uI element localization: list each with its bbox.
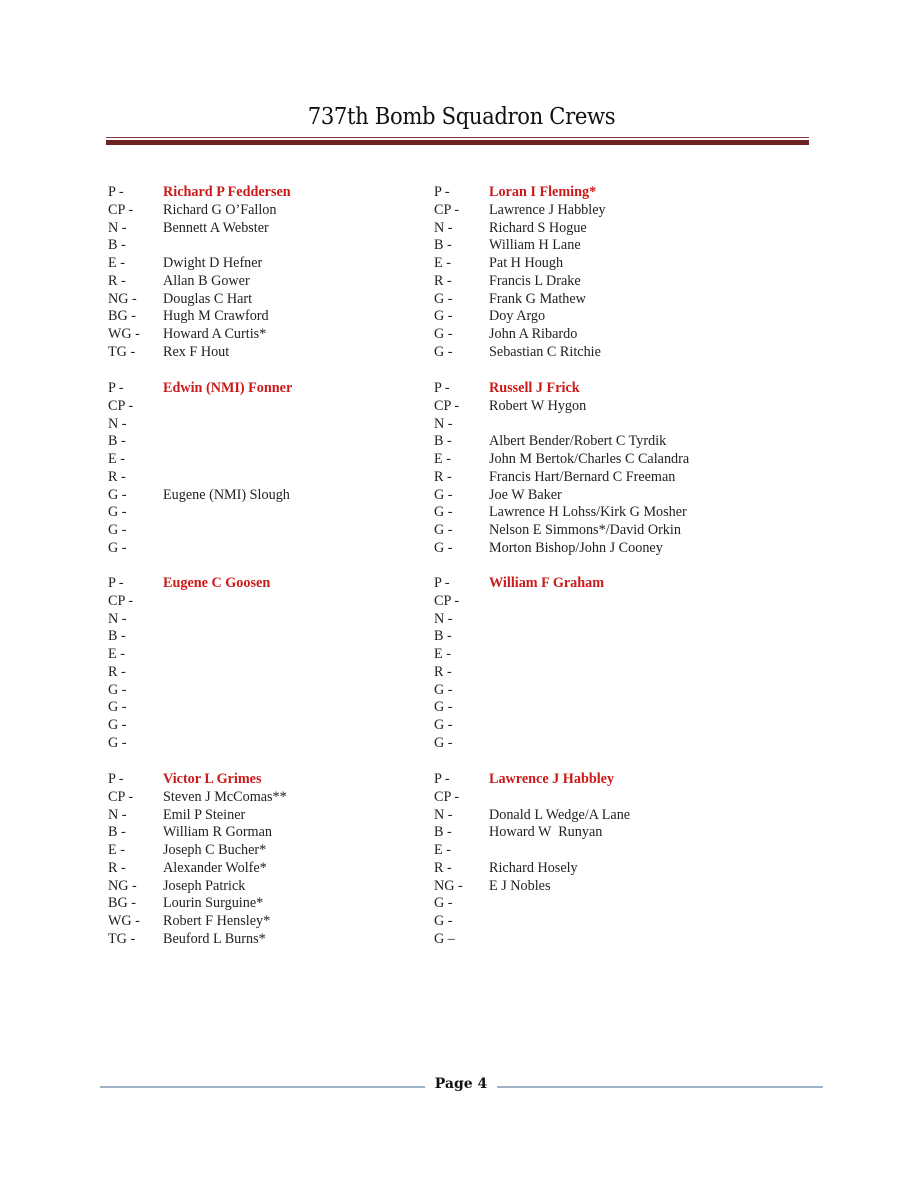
crew-member-row	[434, 593, 744, 611]
crew-member-row	[434, 255, 744, 273]
crew-block	[108, 575, 418, 753]
crew-block	[108, 380, 418, 558]
crew-member-row	[108, 202, 418, 220]
crew-member-row	[108, 540, 418, 558]
crew-member-row	[434, 291, 744, 309]
crew-position: N -	[108, 415, 127, 432]
crew-position: CP -	[108, 397, 134, 414]
page-number: Page 4	[434, 1076, 488, 1092]
pilot-row	[108, 771, 418, 789]
crew-member-row	[108, 895, 418, 913]
crew-member-row	[434, 202, 744, 220]
crew-block	[434, 575, 744, 753]
pilot-row	[108, 575, 418, 593]
crew-member-row	[434, 646, 744, 664]
pilot-row	[434, 575, 744, 593]
pilot-row	[434, 184, 744, 202]
crew-member-name: Doy Argo	[489, 308, 546, 325]
crew-position: N -	[434, 806, 453, 823]
crew-member-name: Lawrence H Lohss/Kirk G Mosher	[489, 504, 687, 521]
crew-member-row	[108, 487, 418, 505]
crew-member-row	[108, 913, 418, 931]
crew-position: G -	[434, 734, 453, 751]
crew-member-row	[108, 504, 418, 522]
crew-member-name: Pat H Hough	[489, 255, 564, 271]
crew-member-row	[108, 308, 418, 326]
crew-member-row	[434, 664, 744, 682]
crew-member-row	[434, 344, 744, 362]
crew-member-row	[434, 433, 744, 451]
crew-member-row	[434, 273, 744, 291]
crew-member-name: William H Lane	[489, 237, 581, 254]
pilot-name: Richard P Feddersen	[163, 184, 291, 200]
crew-member-row	[108, 237, 418, 255]
crew-position: P -	[108, 575, 124, 591]
crew-position: N -	[434, 219, 453, 236]
crew-position: BG -	[108, 308, 136, 325]
crew-position: E -	[108, 646, 125, 662]
title-divider-thick-line	[106, 140, 809, 145]
crew-member-name: Francis L Drake	[489, 272, 581, 289]
crew-member-row	[434, 717, 744, 735]
pilot-row	[434, 771, 744, 789]
pilot-name: Victor L Grimes	[163, 771, 262, 787]
crew-member-name: Lourin Surguine*	[163, 895, 264, 912]
crew-member-row	[108, 931, 418, 949]
crew-member-row	[108, 433, 418, 451]
crew-member-row	[108, 807, 418, 825]
crew-position: G -	[434, 913, 453, 929]
crew-position: G -	[434, 539, 453, 556]
crew-member-row	[434, 522, 744, 540]
crew-member-row	[108, 416, 418, 434]
crew-member-name: Rex F Hout	[163, 343, 230, 360]
crew-member-name: Sebastian C Ritchie	[489, 343, 601, 360]
crew-position: B -	[108, 628, 126, 645]
crew-member-row	[434, 308, 744, 326]
crew-position: E -	[108, 451, 125, 467]
crew-position: TG -	[108, 930, 136, 947]
crew-position: B -	[108, 237, 126, 254]
crew-member-name: Robert W Hygon	[489, 397, 587, 414]
crew-member-row	[434, 699, 744, 717]
crew-position: R -	[108, 272, 126, 289]
crew-position: G -	[434, 343, 453, 360]
crew-member-name: Francis Hart/Bernard C Freeman	[489, 468, 676, 485]
crew-member-row	[108, 842, 418, 860]
crew-member-name: E J Nobles	[489, 877, 551, 894]
crew-position: R -	[108, 663, 126, 680]
title-divider-thin-line	[106, 137, 809, 138]
crew-position: E -	[108, 255, 125, 271]
crew-member-name: Richard S Hogue	[489, 219, 587, 236]
crew-member-name: Dwight D Hefner	[163, 255, 263, 271]
crew-member-row	[434, 807, 744, 825]
crew-position: CP -	[434, 201, 460, 218]
footer-rule-left	[100, 1086, 425, 1088]
crew-block	[434, 380, 744, 558]
crew-position: CP -	[108, 201, 134, 218]
crew-member-name: Morton Bishop/John J Cooney	[489, 539, 663, 556]
crew-position: R -	[434, 272, 452, 289]
crew-position: R -	[434, 468, 452, 485]
crew-position: G -	[434, 522, 453, 538]
crew-position: G -	[108, 734, 127, 751]
crew-member-name: John M Bertok/Charles C Calandra	[489, 451, 690, 467]
crew-position: B -	[434, 628, 452, 645]
crew-member-row	[434, 504, 744, 522]
crew-member-row	[434, 487, 744, 505]
crew-member-name: Allan B Gower	[163, 272, 250, 289]
title-divider	[106, 137, 809, 146]
crew-position: B -	[434, 824, 452, 841]
crew-member-name: Emil P Steiner	[163, 806, 246, 823]
crew-member-row	[108, 824, 418, 842]
crew-position: G -	[434, 486, 453, 503]
crew-member-name: Beuford L Burns*	[163, 930, 266, 947]
crew-position: B -	[434, 237, 452, 254]
crew-member-row	[108, 717, 418, 735]
crew-member-row	[108, 682, 418, 700]
crew-member-row	[434, 878, 744, 896]
crew-member-row	[434, 628, 744, 646]
crew-member-name: Albert Bender/Robert C Tyrdik	[489, 433, 667, 450]
crew-member-name: Howard W Runyan	[489, 824, 603, 841]
crew-position: NG -	[108, 877, 137, 894]
crew-member-row	[434, 789, 744, 807]
crew-member-row	[108, 593, 418, 611]
crew-member-row	[434, 682, 744, 700]
crew-position: G -	[434, 895, 453, 912]
pilot-name: Eugene C Goosen	[163, 575, 271, 591]
crew-position: R -	[434, 859, 452, 876]
crew-member-row	[108, 611, 418, 629]
pilot-name: Edwin (NMI) Fonner	[163, 380, 293, 396]
crew-member-name: Howard A Curtis*	[163, 326, 267, 342]
crew-member-row	[108, 878, 418, 896]
crew-member-name: Joseph C Bucher*	[163, 842, 267, 858]
crew-member-row	[108, 522, 418, 540]
crew-position: P -	[108, 184, 124, 200]
crew-position: P -	[108, 380, 124, 396]
crew-block	[434, 771, 744, 949]
crew-member-row	[108, 344, 418, 362]
crew-position: R -	[108, 859, 126, 876]
crew-position: P -	[434, 380, 450, 396]
crew-position: E -	[108, 842, 125, 858]
crew-position: TG -	[108, 343, 136, 360]
crew-block	[108, 771, 418, 949]
crew-position: R -	[434, 663, 452, 680]
pilot-name: William F Graham	[489, 575, 605, 591]
crew-member-row	[434, 220, 744, 238]
crew-block	[108, 184, 418, 362]
crew-member-row	[434, 398, 744, 416]
crew-position: E -	[434, 451, 451, 467]
crew-member-name: Donald L Wedge/A Lane	[489, 806, 631, 823]
crew-member-name: William R Gorman	[163, 824, 272, 841]
crew-position: G -	[434, 699, 453, 716]
crew-position: G -	[434, 681, 453, 698]
page-title: 737th Bomb Squadron Crews	[307, 104, 616, 130]
crew-member-row	[434, 842, 744, 860]
crew-position: G -	[108, 539, 127, 556]
crew-member-name: Hugh M Crawford	[163, 308, 269, 325]
crew-member-row	[434, 237, 744, 255]
crew-position: WG -	[108, 326, 140, 342]
crew-member-row	[108, 255, 418, 273]
crew-position: NG -	[434, 877, 463, 894]
pilot-row	[108, 184, 418, 202]
crew-position: N -	[108, 610, 127, 627]
crew-position: N -	[434, 415, 453, 432]
crew-position: E -	[434, 842, 451, 858]
crew-position: G -	[434, 326, 453, 342]
crew-position: G –	[434, 930, 455, 947]
crew-member-row	[108, 220, 418, 238]
crew-member-row	[108, 326, 418, 344]
crew-position: CP -	[434, 397, 460, 414]
crew-member-name: Alexander Wolfe*	[163, 859, 267, 876]
crew-position: WG -	[108, 913, 140, 929]
pilot-row	[108, 380, 418, 398]
crew-member-row	[108, 628, 418, 646]
crew-member-row	[434, 895, 744, 913]
crew-member-row	[434, 913, 744, 931]
crew-member-name: Joseph Patrick	[163, 877, 246, 894]
crew-position: G -	[434, 504, 453, 521]
crew-member-row	[108, 291, 418, 309]
crew-position: P -	[108, 771, 124, 787]
crew-member-row	[108, 789, 418, 807]
crew-member-name: John A Ribardo	[489, 326, 578, 342]
crew-position: N -	[434, 610, 453, 627]
crew-member-row	[434, 451, 744, 469]
crew-position: G -	[108, 522, 127, 538]
crew-position: P -	[434, 575, 450, 591]
pilot-name: Lawrence J Habbley	[489, 771, 615, 787]
crew-position: G -	[434, 717, 453, 733]
crew-member-row	[434, 469, 744, 487]
crew-position: B -	[434, 433, 452, 450]
crew-member-row	[108, 646, 418, 664]
crew-position: G -	[108, 681, 127, 698]
crew-position: G -	[434, 308, 453, 325]
crew-position: R -	[108, 468, 126, 485]
crew-position: N -	[108, 806, 127, 823]
crew-member-row	[434, 931, 744, 949]
crew-position: G -	[108, 699, 127, 716]
crew-member-row	[108, 469, 418, 487]
crew-member-row	[434, 611, 744, 629]
crew-member-row	[434, 860, 744, 878]
crew-member-row	[108, 273, 418, 291]
crew-member-name: Douglas C Hart	[163, 290, 253, 307]
crew-position: G -	[108, 486, 127, 503]
crew-member-name: Steven J McComas**	[163, 788, 287, 805]
crew-position: G -	[108, 504, 127, 521]
pilot-name: Loran I Fleming*	[489, 184, 597, 200]
crew-member-row	[108, 699, 418, 717]
crew-member-row	[434, 540, 744, 558]
crew-member-row	[434, 416, 744, 434]
crew-member-name: Nelson E Simmons*/David Orkin	[489, 522, 681, 538]
crew-member-row	[108, 735, 418, 753]
crew-position: E -	[434, 255, 451, 271]
crew-position: CP -	[108, 592, 134, 609]
crew-position: NG -	[108, 290, 137, 307]
crew-position: B -	[108, 433, 126, 450]
crew-position: E -	[434, 646, 451, 662]
crew-block	[434, 184, 744, 362]
crew-position: CP -	[108, 788, 134, 805]
page-footer	[100, 1076, 823, 1098]
crew-position: N -	[108, 219, 127, 236]
crew-position: B -	[108, 824, 126, 841]
crew-position: G -	[434, 290, 453, 307]
crew-position: CP -	[434, 592, 460, 609]
crew-member-name: Richard Hosely	[489, 859, 578, 876]
crew-position: CP -	[434, 788, 460, 805]
crew-member-row	[434, 824, 744, 842]
crew-member-row	[108, 664, 418, 682]
crew-position: P -	[434, 184, 450, 200]
pilot-name: Russell J Frick	[489, 380, 580, 396]
crew-member-row	[108, 860, 418, 878]
crew-member-row	[434, 326, 744, 344]
crew-position: G -	[108, 717, 127, 733]
crew-position: BG -	[108, 895, 136, 912]
pilot-row	[434, 380, 744, 398]
crew-member-name: Bennett A Webster	[163, 219, 269, 236]
crew-member-name: Frank G Mathew	[489, 290, 586, 307]
crew-member-name: Richard G O’Fallon	[163, 201, 277, 218]
footer-rule-right	[497, 1086, 823, 1088]
crew-member-row	[108, 398, 418, 416]
crew-member-name: Lawrence J Habbley	[489, 201, 606, 218]
crew-member-row	[434, 735, 744, 753]
crew-member-name: Joe W Baker	[489, 486, 562, 503]
crew-member-name: Robert F Hensley*	[163, 913, 271, 929]
crew-position: P -	[434, 771, 450, 787]
crew-member-row	[108, 451, 418, 469]
crew-member-name: Eugene (NMI) Slough	[163, 486, 290, 503]
